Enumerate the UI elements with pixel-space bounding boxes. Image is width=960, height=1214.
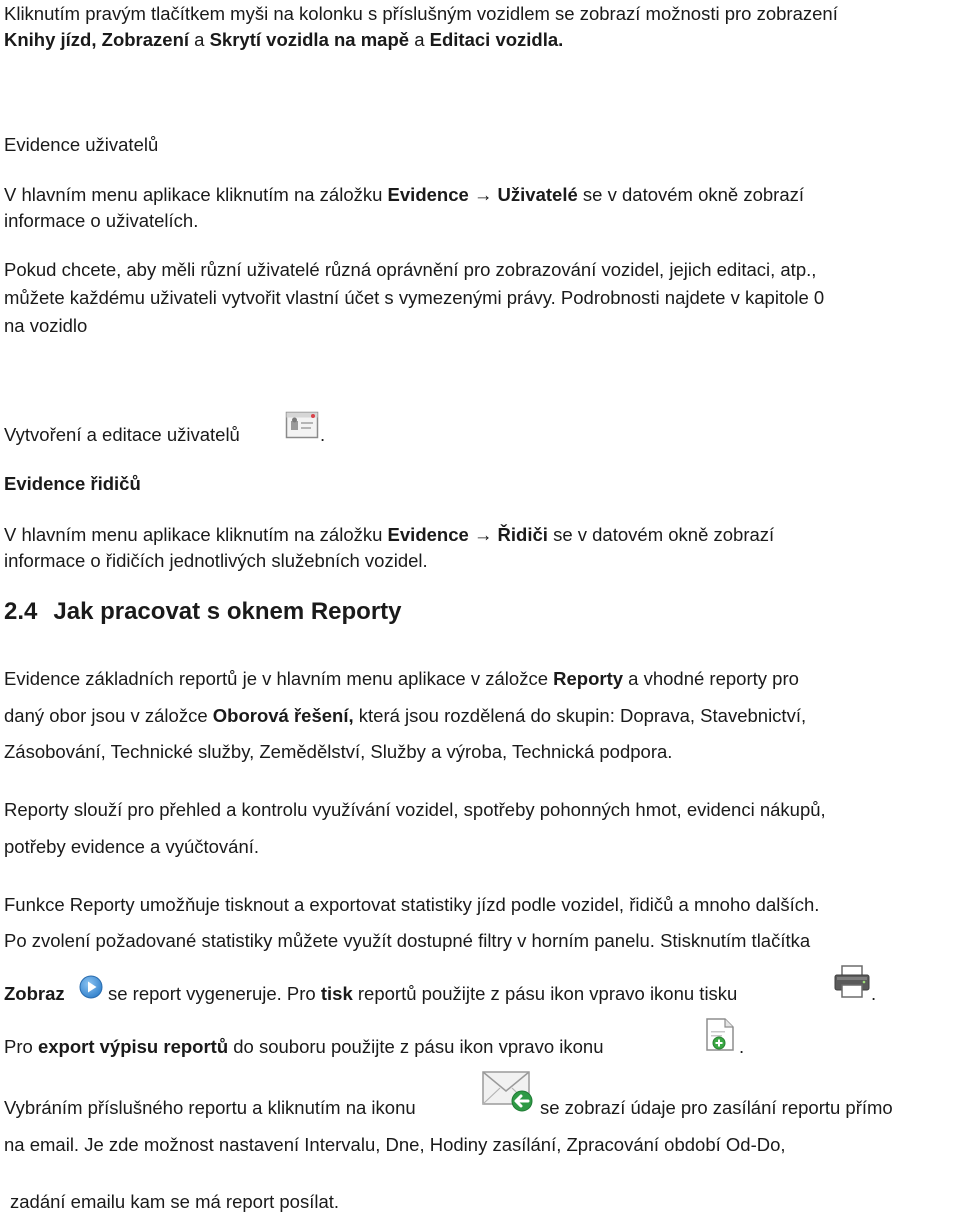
reports-p3-l3-d: reportů použijte z pásu ikon vpravo ikonu tisku	[352, 983, 738, 1004]
drivers-line-1-c: se v datovém okně zobrazí	[547, 524, 775, 545]
reports-p1-l1-c: a vhodné reporty pro	[623, 668, 799, 689]
users-create-end: .	[320, 424, 326, 445]
reports-p2-line-1: Reporty slouží pro přehled a kontrolu využívání vozidel, spotřeby pohonných hmot, evidenci nákupů,	[4, 799, 826, 820]
intro-line-1: Kliknutím pravým tlačítkem myši na kolonku s příslušným vozidlem se zobrazí možnosti pro zobrazení	[4, 3, 838, 24]
reports-p1-l1-a: Evidence základních reportů je v hlavním menu aplikace v záložce	[4, 668, 554, 689]
section-heading	[4, 597, 402, 627]
play-icon[interactable]	[79, 975, 103, 999]
email-send-icon[interactable]	[480, 1068, 536, 1114]
users-p2-line-1: Pokud chcete, aby měli různí uživatelé různá oprávnění pro zobrazování vozidel, jejich editaci, atp.,	[4, 259, 817, 280]
users-create-text: Vytvoření a editace uživatelů	[4, 424, 240, 445]
drivers-heading: Evidence řidičů	[4, 473, 141, 494]
reports-obor-name: Oborová řešení,	[212, 705, 354, 726]
section-number: 2.4	[4, 598, 38, 625]
intro-line-2	[4, 28, 563, 52]
drivers-line-1-a: V hlavním menu aplikace kliknutím na záložku	[4, 524, 388, 545]
reports-p4-line	[4, 1035, 604, 1059]
reports-p4-c: do souboru použijte z pásu ikon vpravo ikonu	[228, 1036, 604, 1057]
printer-icon[interactable]	[833, 964, 871, 1000]
reports-p3-line-2: Po zvolení požadované statistiky můžete využít dostupné filtry v horním panelu. Stisknutím tlačítka	[4, 930, 811, 951]
reports-p1-line-1	[4, 667, 799, 691]
reports-p3-line-3-end: .	[871, 983, 877, 1004]
reports-p5-line-1-a: Vybráním příslušného reportu a kliknutím na ikonu	[4, 1097, 416, 1118]
reports-p5-line-3: zadání emailu kam se má report posílat.	[10, 1191, 340, 1212]
drivers-line-2: informace o řidičích jednotlivých služebních vozidel.	[4, 550, 428, 571]
reports-p5-line-2: na email. Je zde možnost nastavení Intervalu, Dne, Hodiny zasílání, Zpracování období Od-Do,	[4, 1134, 786, 1155]
reports-tab-name: Reporty	[553, 668, 624, 689]
drivers-nav-path: Evidence → Řidiči	[387, 524, 548, 545]
intro-bold-2: Skrytí vozidla na mapě	[209, 29, 410, 50]
reports-p4-a: Pro	[4, 1036, 38, 1057]
users-line-2: informace o uživatelích.	[4, 210, 199, 231]
reports-p1-line-2	[4, 704, 806, 728]
user-edit-icon	[285, 411, 319, 441]
users-line-1-a: V hlavním menu aplikace kliknutím na záložku	[4, 184, 388, 205]
reports-p3-line-1: Funkce Reporty umožňuje tisknout a exportovat statistiky jízd podle vozidel, řidičů a mnoho dalších.	[4, 894, 820, 915]
reports-p1-line-3: Zásobování, Technické služby, Zemědělství, Služby a výroba, Technická podpora.	[4, 741, 673, 762]
reports-zobraz-label: Zobraz	[4, 983, 65, 1004]
intro-conj-2: a	[409, 29, 430, 50]
reports-p1-l2-c: která jsou rozdělená do skupin: Doprava, Stavebnictví,	[353, 705, 807, 726]
reports-print-word: tisk	[320, 983, 353, 1004]
users-create-line	[4, 423, 240, 447]
drivers-line-1	[4, 523, 774, 547]
intro-bold-1: Knihy jízd, Zobrazení	[4, 29, 190, 50]
reports-p4-end: .	[739, 1036, 745, 1057]
intro-conj-1: a	[189, 29, 210, 50]
users-p2-line-3: na vozidlo	[4, 315, 88, 336]
users-line-1-c: se v datovém okně zobrazí	[577, 184, 805, 205]
users-nav-path: Evidence → Uživatelé	[387, 184, 578, 205]
users-heading: Evidence uživatelů	[4, 134, 159, 155]
reports-p2-line-2: potřeby evidence a vyúčtování.	[4, 836, 260, 857]
reports-p3-l3-b: se report vygeneruje. Pro	[108, 983, 321, 1004]
reports-p1-l2-a: daný obor jsou v záložce	[4, 705, 213, 726]
intro-bold-3: Editaci vozidla.	[429, 29, 564, 50]
users-line-1	[4, 183, 804, 207]
reports-p5-line-1-b: se zobrazí údaje pro zasílání reportu přímo	[540, 1097, 893, 1118]
export-icon[interactable]	[701, 1017, 737, 1053]
reports-export-term: export výpisu reportů	[37, 1036, 229, 1057]
users-p2-line-2: můžete každému uživateli vytvořit vlastní účet s vymezenými právy. Podrobnosti najdete v kapitole 0	[4, 287, 825, 308]
reports-p3-line-3	[108, 982, 737, 1006]
section-title: Jak pracovat s oknem Reporty	[53, 598, 402, 625]
